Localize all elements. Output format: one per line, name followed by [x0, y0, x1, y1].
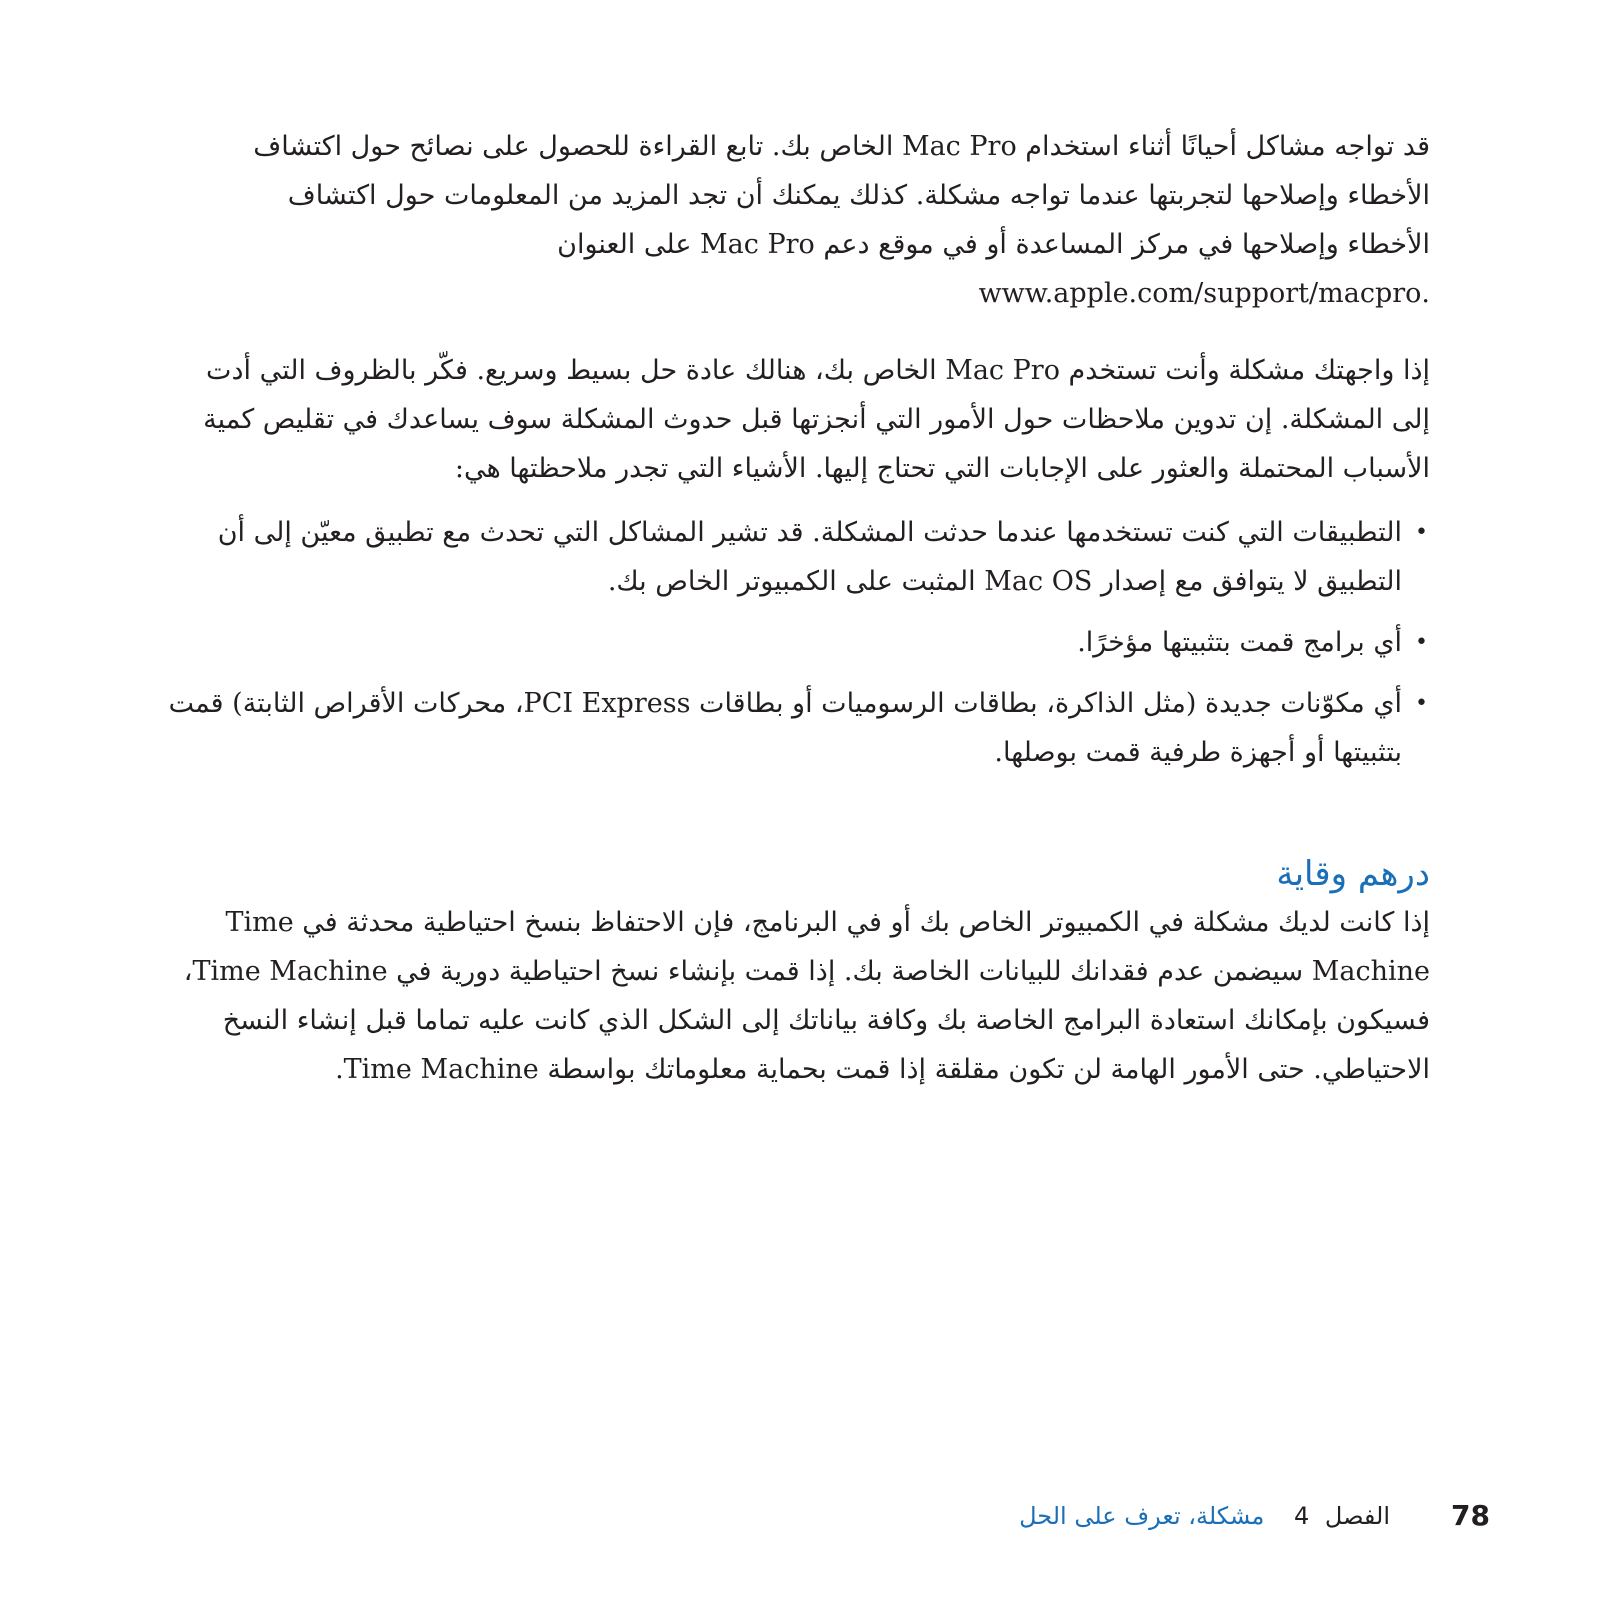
list-item	[130, 508, 1430, 606]
page-number: 78	[1451, 1499, 1490, 1532]
bullet-icon: •	[1415, 630, 1428, 655]
chapter-number: 4	[1293, 1502, 1310, 1530]
list-item-text: أي مكوّنات جديدة (مثل الذاكرة، بطاقات الرسوميات أو بطاقات PCI Express، محركات الأقراص الثابتة) قمت بتثبيتها أو أجهزة طرفية قمت بوصلها.	[168, 688, 1402, 768]
section-heading: درهم وقاية	[1276, 854, 1430, 894]
chapter-title: مشكلة، تعرف على الحل	[1019, 1502, 1265, 1530]
support-url[interactable]: .www.apple.com/support/macpro	[978, 278, 1430, 309]
intro-text: قد تواجه مشاكل أحيانًا أثناء استخدام Mac Pro الخاص بك. تابع القراءة للحصول على نصائح حول اكتشاف الأخطاء وإصلاحها لتجربتها عندما تواجه مشكلة. كذلك يمكنك أن تجد المزيد من المعلومات حول اكتشاف الأخطاء وإصلاحها في مركز المساعدة أو في موقع دعم Mac Pro على العنوان	[253, 131, 1430, 260]
chapter-label: الفصل	[1324, 1502, 1390, 1530]
bullet-icon: •	[1415, 691, 1428, 716]
list-item-text: أي برامج قمت بتثبيتها مؤخرًا.	[1077, 627, 1402, 658]
observations-paragraph: إذا واجهتك مشكلة وأنت تستخدم Mac Pro الخاص بك، هنالك عادة حل بسيط وسريع. فكّر بالظروف التي أدت إلى المشكلة. إن تدوين ملاحظات حول الأمور التي أنجزتها قبل حدوث المشكلة سوف يساعدك في تقليص كمية الأسباب المحتملة والعثور على الإجابات التي تحتاج إليها. الأشياء التي تجدر ملاحظتها هي:	[203, 355, 1430, 484]
observations-list	[130, 508, 1430, 789]
chapter-footer	[1019, 1496, 1390, 1536]
bullet-icon: •	[1415, 520, 1428, 545]
list-item-text: التطبيقات التي كنت تستخدمها عندما حدثت المشكلة. قد تشير المشاكل التي تحدث مع تطبيق معيّن إلى أن التطبيق لا يتوافق مع إصدار Mac OS المثبت على الكمبيوتر الخاص بك.	[217, 517, 1402, 597]
intro-paragraph	[210, 122, 1430, 318]
backup-paragraph: إذا كانت لديك مشكلة في الكمبيوتر الخاص بك أو في البرنامج، فإن الاحتفاظ بنسخ احتياطية محدثة في Time Machine سيضمن عدم فقدانك للبيانات الخاصة بك. إذا قمت بإنشاء نسخ احتياطية دورية في Time Machine، فسيكون بإمكانك استعادة البرامج الخاصة بك وكافة بياناتك إلى الشكل الذي كانت عليه تماما قبل إنشاء النسخ الاحتياطي. حتى الأمور الهامة لن تكون مقلقة إذا قمت بحماية معلوماتك بواسطة Time Machine.	[183, 907, 1430, 1085]
list-item	[130, 679, 1430, 777]
list-item	[130, 618, 1430, 667]
